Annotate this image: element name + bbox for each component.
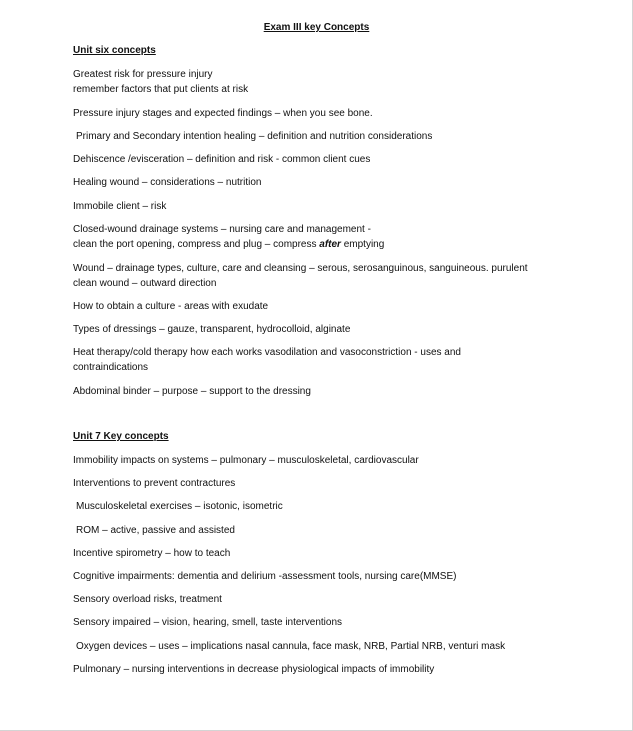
unit6-line: Immobile client – risk [73,201,167,212]
unit6-line: Closed-wound drainage systems – nursing care and management - [73,224,371,235]
unit7-line: ROM – active, passive and assisted [76,525,235,536]
unit7-line: Pulmonary – nursing interventions in decrease physiological impacts of immobility [73,664,435,675]
unit7-line: Incentive spirometry – how to teach [73,548,231,559]
unit6-heading: Unit six concepts [73,45,156,56]
emphasis-after: after [319,239,341,250]
unit6-line: Dehiscence /evisceration – definition and risk - common client cues [73,154,371,165]
unit7-heading: Unit 7 Key concepts [73,431,169,442]
unit6-line: Heat therapy/cold therapy how each works vasodilation and vasoconstriction - uses and [73,347,461,358]
unit6-line: Types of dressings – gauze, transparent, hydrocolloid, alginate [73,324,351,335]
unit6-line-part: emptying [340,239,385,250]
unit7-line: Immobility impacts on systems – pulmonary – musculoskeletal, cardiovascular [73,455,419,466]
unit6-line: remember factors that put clients at risk [73,84,249,95]
unit6-line: Healing wound – considerations – nutrition [73,177,262,188]
unit6-line: contraindications [73,362,149,373]
unit7-line: Sensory impaired – vision, hearing, smell, taste interventions [73,617,343,628]
unit7-line: Musculoskeletal exercises – isotonic, isometric [76,501,283,512]
unit7-line: Sensory overload risks, treatment [73,594,222,605]
unit6-line: How to obtain a culture - areas with exudate [73,301,269,312]
unit6-line: Pressure injury stages and expected findings – when you see bone. [73,108,373,119]
unit6-line: Wound – drainage types, culture, care and cleansing – serous, serosanguinous, sanguineous. purulent [73,263,528,274]
unit6-line: clean wound – outward direction [73,278,217,289]
unit7-line: Interventions to prevent contractures [73,478,236,489]
document-title: Exam III key Concepts [263,22,370,33]
unit6-line: Primary and Secondary intention healing – definition and nutrition considerations [76,131,433,142]
unit6-line: Abdominal binder – purpose – support to the dressing [73,386,311,397]
unit7-line: Cognitive impairments: dementia and delirium -assessment tools, nursing care(MMSE) [73,571,457,582]
unit6-line: Greatest risk for pressure injury [73,69,213,80]
unit7-line: Oxygen devices – uses – implications nasal cannula, face mask, NRB, Partial NRB, venturi mask [76,641,506,652]
unit6-line-compress [73,237,384,252]
unit6-line-part: clean the port opening, compress and plug – compress [73,239,320,250]
